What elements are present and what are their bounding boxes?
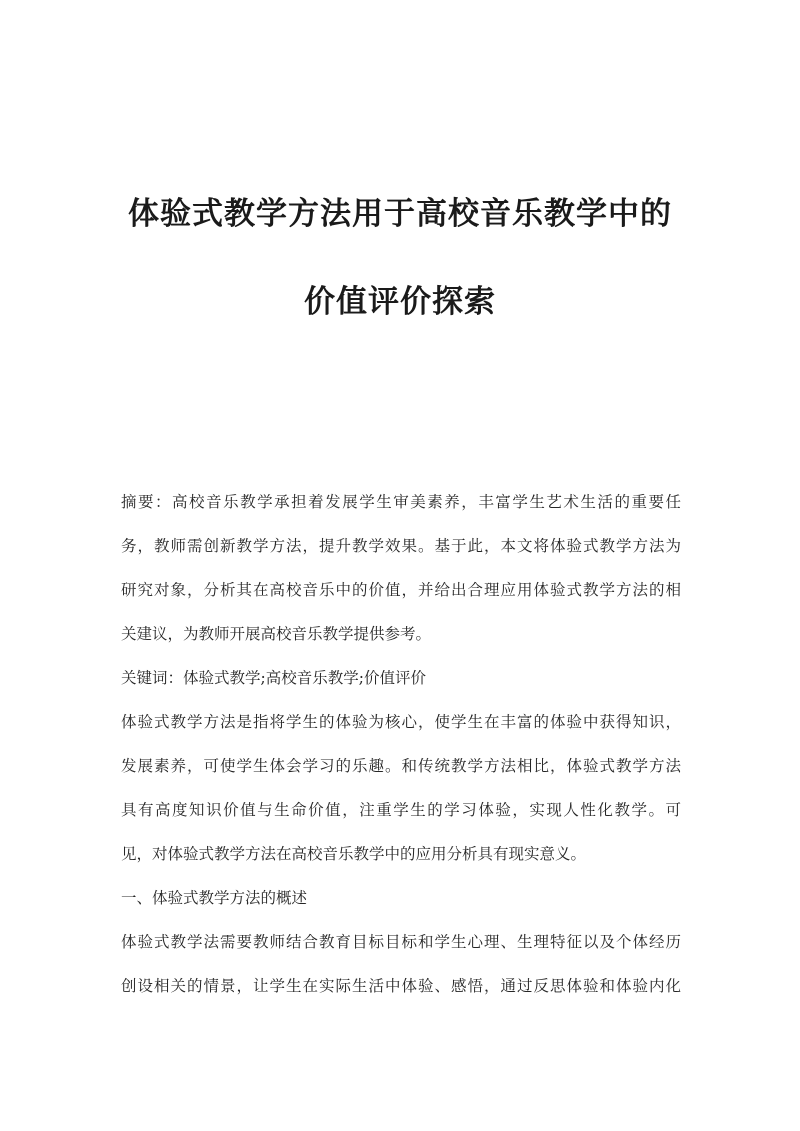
section-paragraph bbox=[121, 920, 681, 1008]
intro-line: 具有高度知识价值与生命价值，注重学生的学习体验，实现人性化教学。可 bbox=[121, 801, 681, 819]
intro-line: 体验式教学方法是指将学生的体验为核心，使学生在丰富的体验中获得知识， bbox=[121, 713, 681, 731]
keywords-paragraph bbox=[121, 656, 681, 700]
abstract-line: 关建议，为教师开展高校音乐教学提供参考。 bbox=[121, 625, 432, 643]
abstract-line: 摘要：高校音乐教学承担着发展学生审美素养，丰富学生艺术生活的重要任 bbox=[121, 493, 681, 511]
document-title-line-1: 体验式教学方法用于高校音乐教学中的 bbox=[128, 196, 672, 232]
section-line: 体验式教学法需要教师结合教育目标目标和学生心理、生理特征以及个体经历 bbox=[121, 933, 681, 951]
intro-line: 见，对体验式教学方法在高校音乐教学中的应用分析具有现实意义。 bbox=[121, 845, 587, 863]
section-heading-text: 一、体验式教学方法的概述 bbox=[121, 889, 308, 907]
keywords-line: 关键词：体验式教学;高校音乐教学;价值评价 bbox=[121, 669, 426, 687]
section-line: 创设相关的情景，让学生在实际生活中体验、感悟，通过反思体验和体验内化 bbox=[121, 977, 681, 995]
abstract-line: 务，教师需创新教学方法，提升教学效果。基于此，本文将体验式教学方法为 bbox=[121, 537, 681, 555]
intro-line: 发展素养，可使学生体会学习的乐趣。和传统教学方法相比，体验式教学方法 bbox=[121, 757, 681, 775]
intro-paragraph bbox=[121, 700, 681, 876]
document-title-line-2: 价值评价探索 bbox=[304, 284, 496, 320]
section-heading bbox=[121, 876, 681, 920]
abstract-paragraph bbox=[121, 480, 681, 656]
abstract-line: 研究对象，分析其在高校音乐中的价值，并给出合理应用体验式教学方法的相 bbox=[121, 581, 681, 599]
